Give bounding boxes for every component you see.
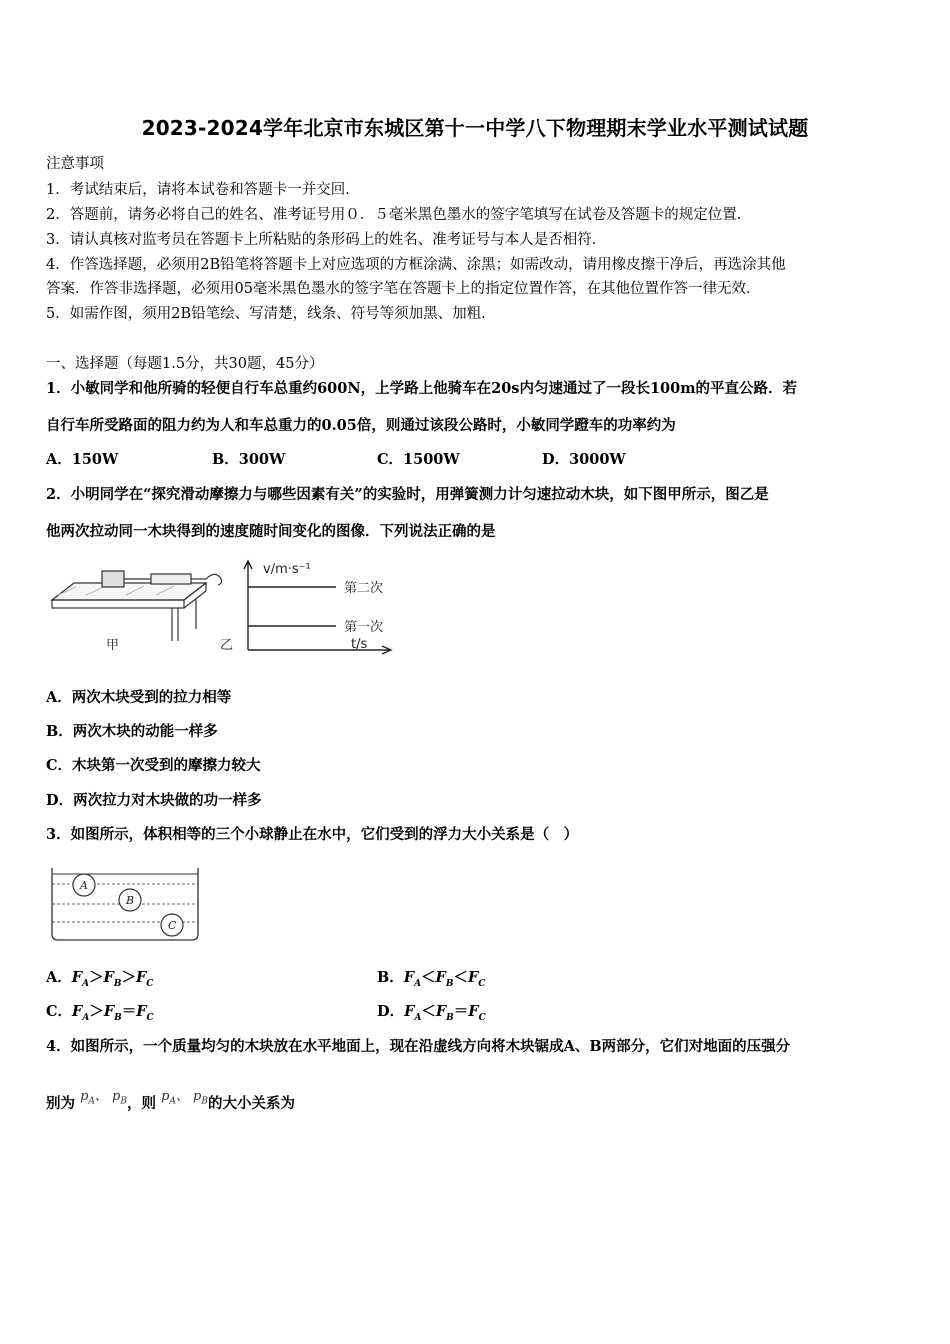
- table-block-diagram: [52, 571, 222, 641]
- ball-c-label: C: [168, 919, 177, 932]
- q3-figure: [46, 862, 206, 944]
- question-3-line-1: 3．如图所示，体积相等的三个小球静止在水中，它们受到的浮力大小关系是（ ）: [46, 826, 579, 843]
- question-1-line-1: 1．小敏同学和他所骑的轻便自行车总重约600N，上学路上他骑车在20s内匀速通过了一段长100m的平直公路．若: [46, 380, 798, 397]
- fig-yi-label: 乙: [220, 638, 234, 653]
- q3-option-b: B．$F_A<F_B<F_C$: [377, 969, 486, 989]
- q1-option-b: B．300W: [212, 451, 286, 468]
- notice-item: 答案．作答非选择题，必须用05毫米黑色墨水的签字笔在答题卡上的指定位置作答，在其他位置作答一律无效．: [46, 281, 761, 297]
- q2-figure: [46, 555, 406, 660]
- notice-heading: 注意事项: [46, 156, 104, 172]
- q3-option-c: C．$F_A>F_B=F_C$: [46, 1003, 154, 1023]
- y-axis-label: v/m·s⁻¹: [263, 562, 311, 577]
- q1-option-d: D．3000W: [542, 451, 626, 468]
- q2-option-b: B．两次木块的动能一样多: [46, 723, 218, 740]
- x-axis-label: t/s: [351, 637, 368, 652]
- fig-jia-label: 甲: [106, 638, 120, 653]
- ball-b-label: B: [126, 894, 135, 907]
- notice-item: 3．请认真核对监考员在答题卡上所粘贴的条形码上的姓名、准考证号与本人是否相符．: [46, 232, 607, 248]
- q1-option-c: C．1500W: [377, 451, 460, 468]
- q3-option-a: A．$F_A>F_B>F_C$: [46, 969, 154, 989]
- q2-option-d: D．两次拉力对木块做的功一样多: [46, 792, 262, 809]
- question-4-line-1: 4．如图所示，一个质量均匀的木块放在水平地面上，现在沿虚线方向将木块锯成A、B两部分，它们对地面的压强分: [46, 1038, 791, 1055]
- q2-option-a: A．两次木块受到的拉力相等: [46, 689, 232, 706]
- question-2-line-1: 2．小明同学在“探究滑动摩擦力与哪些因素有关”的实验时，用弹簧测力计匀速拉动木块，如下图甲所示，图乙是: [46, 486, 769, 503]
- q1-option-a: A．150W: [46, 451, 119, 468]
- series-label-first: 第一次: [344, 620, 384, 635]
- notice-item: 2．答题前，请务必将自己的姓名、准考证号用０．５毫米黑色墨水的签字笔填写在试卷及答题卡的规定位置．: [46, 207, 752, 223]
- notice-item: 1．考试结束后，请将本试卷和答题卡一并交回．: [46, 182, 360, 198]
- notice-item: 5．如需作图，须用2B铅笔绘、写清楚，线条、符号等须加黑、加粗．: [46, 306, 496, 322]
- question-1-line-2: 自行车所受路面的阻力约为人和车总重力的0.05倍，则通过该段公路时，小敏同学蹬车的功率约为: [46, 417, 676, 434]
- q2-option-c: C．木块第一次受到的摩擦力较大: [46, 757, 261, 774]
- notice-item: 4．作答选择题，必须用2B铅笔将答题卡上对应选项的方框涂满、涂黑；如需改动，请用橡皮擦干净后，再选涂其他: [46, 257, 786, 273]
- ball-a-label: A: [80, 879, 88, 892]
- question-4-line-2: 别为 $p_A$、 $p_B$，则 $p_A$、 $p_B$的大小关系为: [46, 1089, 295, 1112]
- section-heading: 一、选择题（每题1.5分，共30题，45分）: [46, 356, 324, 372]
- page-title: 2023-2024学年北京市东城区第十一中学八下物理期末学业水平测试试题: [141, 116, 809, 140]
- question-2-line-2: 他两次拉动同一木块得到的速度随时间变化的图像．下列说法正确的是: [46, 523, 496, 540]
- series-label-second: 第二次: [344, 581, 384, 596]
- q3-option-d: D．$F_A<F_B=F_C$: [377, 1003, 486, 1023]
